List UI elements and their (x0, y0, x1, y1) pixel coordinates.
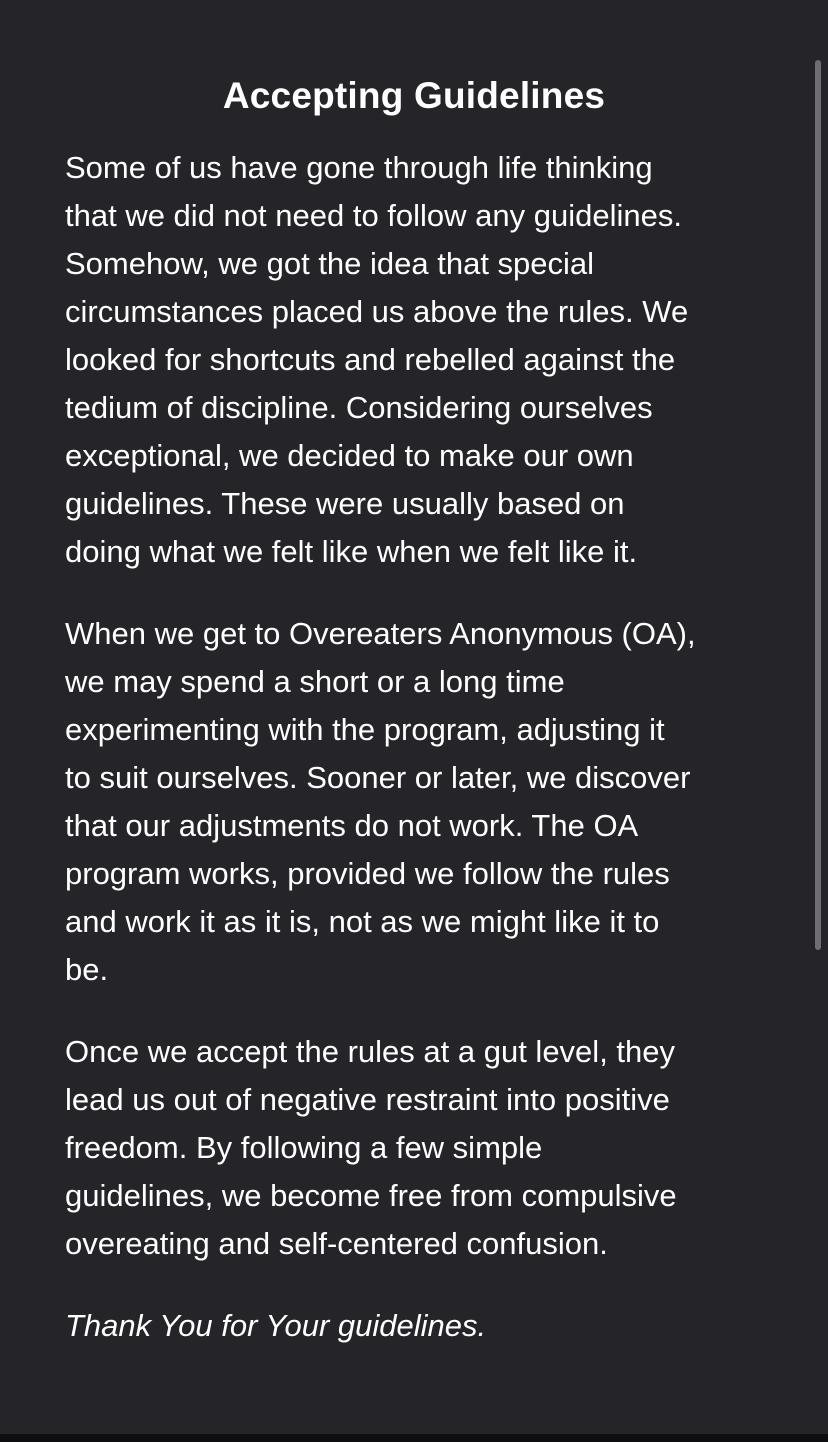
text-line: doing what we felt like when we felt like it. (65, 534, 638, 569)
text-line: that we did not need to follow any guidelines. (65, 198, 682, 233)
text-line: Once we accept the rules at a gut level, they (65, 1034, 676, 1069)
paragraph-2 (65, 610, 765, 994)
text-line: experimenting with the program, adjusting it (65, 712, 665, 747)
text-line: be. (65, 952, 109, 987)
text-line: program works, provided we follow the rules (65, 856, 670, 891)
text-line: circumstances placed us above the rules. We (65, 294, 689, 329)
text-line: Somehow, we got the idea that special (65, 246, 595, 281)
text-line: lead us out of negative restraint into positive (65, 1082, 670, 1117)
text-line: Some of us have gone through life thinking (65, 150, 653, 185)
bottom-edge (0, 1434, 828, 1442)
reading-content (65, 70, 765, 1350)
text-line: overeating and self-centered confusion. (65, 1226, 608, 1261)
text-line: to suit ourselves. Sooner or later, we discover (65, 760, 691, 795)
text-line: that our adjustments do not work. The OA (65, 808, 639, 843)
vertical-scrollbar[interactable] (815, 60, 821, 950)
text-line: guidelines. These were usually based on (65, 486, 625, 521)
closing-prayer: Thank You for Your guidelines. (65, 1308, 487, 1343)
text-line: tedium of discipline. Considering ourselves (65, 390, 653, 425)
text-line: exceptional, we decided to make our own (65, 438, 634, 473)
reading-title: Accepting Guidelines (222, 75, 606, 116)
paragraph-1 (65, 144, 765, 576)
text-line: freedom. By following a few simple (65, 1130, 543, 1165)
paragraph-3 (65, 1028, 765, 1268)
text-line: guidelines, we become free from compulsive (65, 1178, 677, 1213)
text-line: we may spend a short or a long time (65, 664, 565, 699)
text-line: and work it as it is, not as we might like it to (65, 904, 660, 939)
text-line: looked for shortcuts and rebelled against the (65, 342, 676, 377)
text-line: When we get to Overeaters Anonymous (OA), (65, 616, 696, 651)
